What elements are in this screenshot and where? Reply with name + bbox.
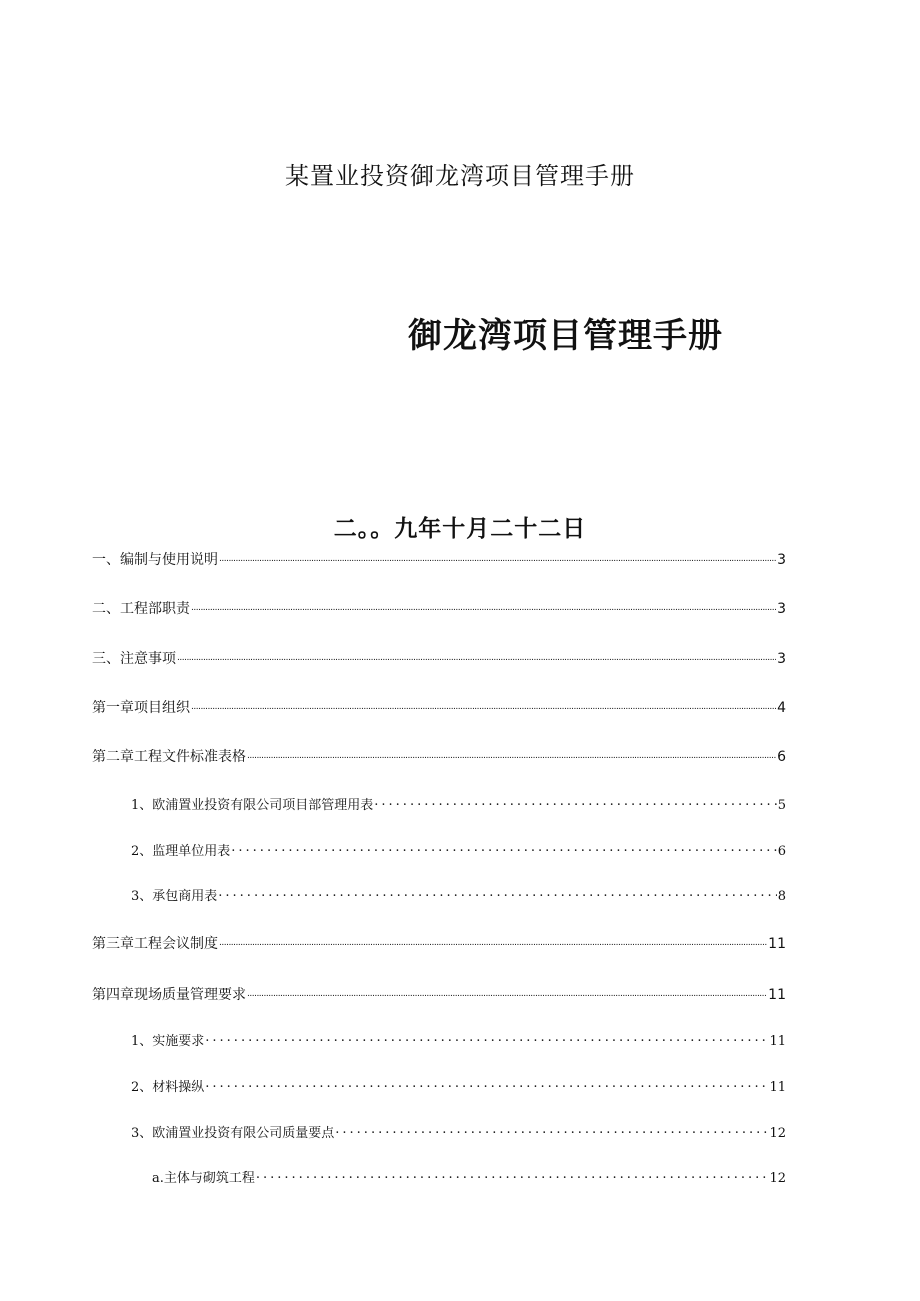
toc-entry[interactable] [131, 885, 786, 904]
toc-entry[interactable] [92, 697, 786, 717]
toc-entry[interactable] [92, 746, 786, 766]
toc-entry[interactable] [131, 840, 786, 859]
main-title: 御龙湾项目管理手册 [408, 316, 723, 356]
toc-entry-page: 12 [769, 1171, 786, 1186]
toc-entry[interactable] [152, 1167, 786, 1186]
toc-leader-dots [247, 990, 767, 999]
toc-entry-label: 第四章现场质量管理要求 [92, 987, 246, 1003]
toc-leader-dots [191, 703, 776, 712]
toc-leader-dots [177, 654, 776, 663]
toc-entry-page: 3 [777, 651, 786, 667]
toc-entry[interactable] [92, 984, 786, 1004]
toc-entry-label: 三、注意事项 [92, 651, 176, 667]
toc-entry-page: 6 [777, 844, 786, 859]
toc-entry[interactable] [92, 648, 786, 668]
toc-entry-label: 1、实施要求 [131, 1034, 205, 1049]
toc-leader-dots [256, 1169, 769, 1182]
toc-leader-dots [205, 1032, 768, 1045]
toc-entry-label: 3、欧浦置业投资有限公司质量要点 [131, 1126, 335, 1141]
document-title: 某置业投资御龙湾项目管理手册 [285, 162, 635, 190]
toc-entry-label: 2、监理单位用表 [131, 844, 231, 859]
toc-entry[interactable] [92, 933, 786, 953]
toc-entry-page: 11 [769, 1080, 786, 1095]
toc-entry[interactable] [92, 598, 786, 618]
toc-entry-page: 11 [768, 936, 786, 952]
toc-entry-label: 第二章工程文件标准表格 [92, 749, 246, 765]
toc-leader-dots [219, 555, 776, 564]
toc-entry-page: 4 [777, 700, 786, 716]
toc-entry-page: 8 [777, 889, 786, 904]
toc-entry-page: 11 [768, 987, 786, 1003]
toc-entry-page: 5 [777, 798, 786, 813]
toc-entry-label: 一、编制与使用说明 [92, 552, 218, 568]
toc-leader-dots [218, 887, 776, 900]
document-date: 二。。九年十月二十二日 [333, 516, 587, 542]
toc-leader-dots [247, 752, 776, 761]
toc-entry-page: 3 [777, 552, 786, 568]
toc-entry-page: 6 [777, 749, 786, 765]
toc-leader-dots [219, 939, 767, 948]
toc-entry-label: 第三章工程会议制度 [92, 936, 218, 952]
toc-leader-dots [205, 1078, 768, 1091]
toc-entry[interactable] [131, 1076, 786, 1095]
toc-entry-label: 二、工程部职责 [92, 601, 190, 617]
toc-entry-label: 1、欧浦置业投资有限公司项目部管理用表 [131, 798, 374, 813]
toc-entry[interactable] [131, 1030, 786, 1049]
toc-leader-dots [191, 604, 776, 613]
toc-entry-page: 12 [769, 1126, 786, 1141]
toc-entry-page: 11 [769, 1034, 786, 1049]
toc-entry-label: 第一章项目组织 [92, 700, 190, 716]
toc-leader-dots [374, 796, 776, 809]
toc-entry-label: a.主体与砌筑工程 [152, 1171, 255, 1186]
toc-entry-label: 2、材料操纵 [131, 1080, 205, 1095]
toc-entry[interactable] [92, 549, 786, 569]
toc-entry[interactable] [131, 794, 786, 813]
toc-entry-page: 3 [777, 601, 786, 617]
toc-leader-dots [231, 842, 776, 855]
toc-entry[interactable] [131, 1122, 786, 1141]
toc-leader-dots [335, 1124, 768, 1137]
toc-entry-label: 3、承包商用表 [131, 889, 218, 904]
